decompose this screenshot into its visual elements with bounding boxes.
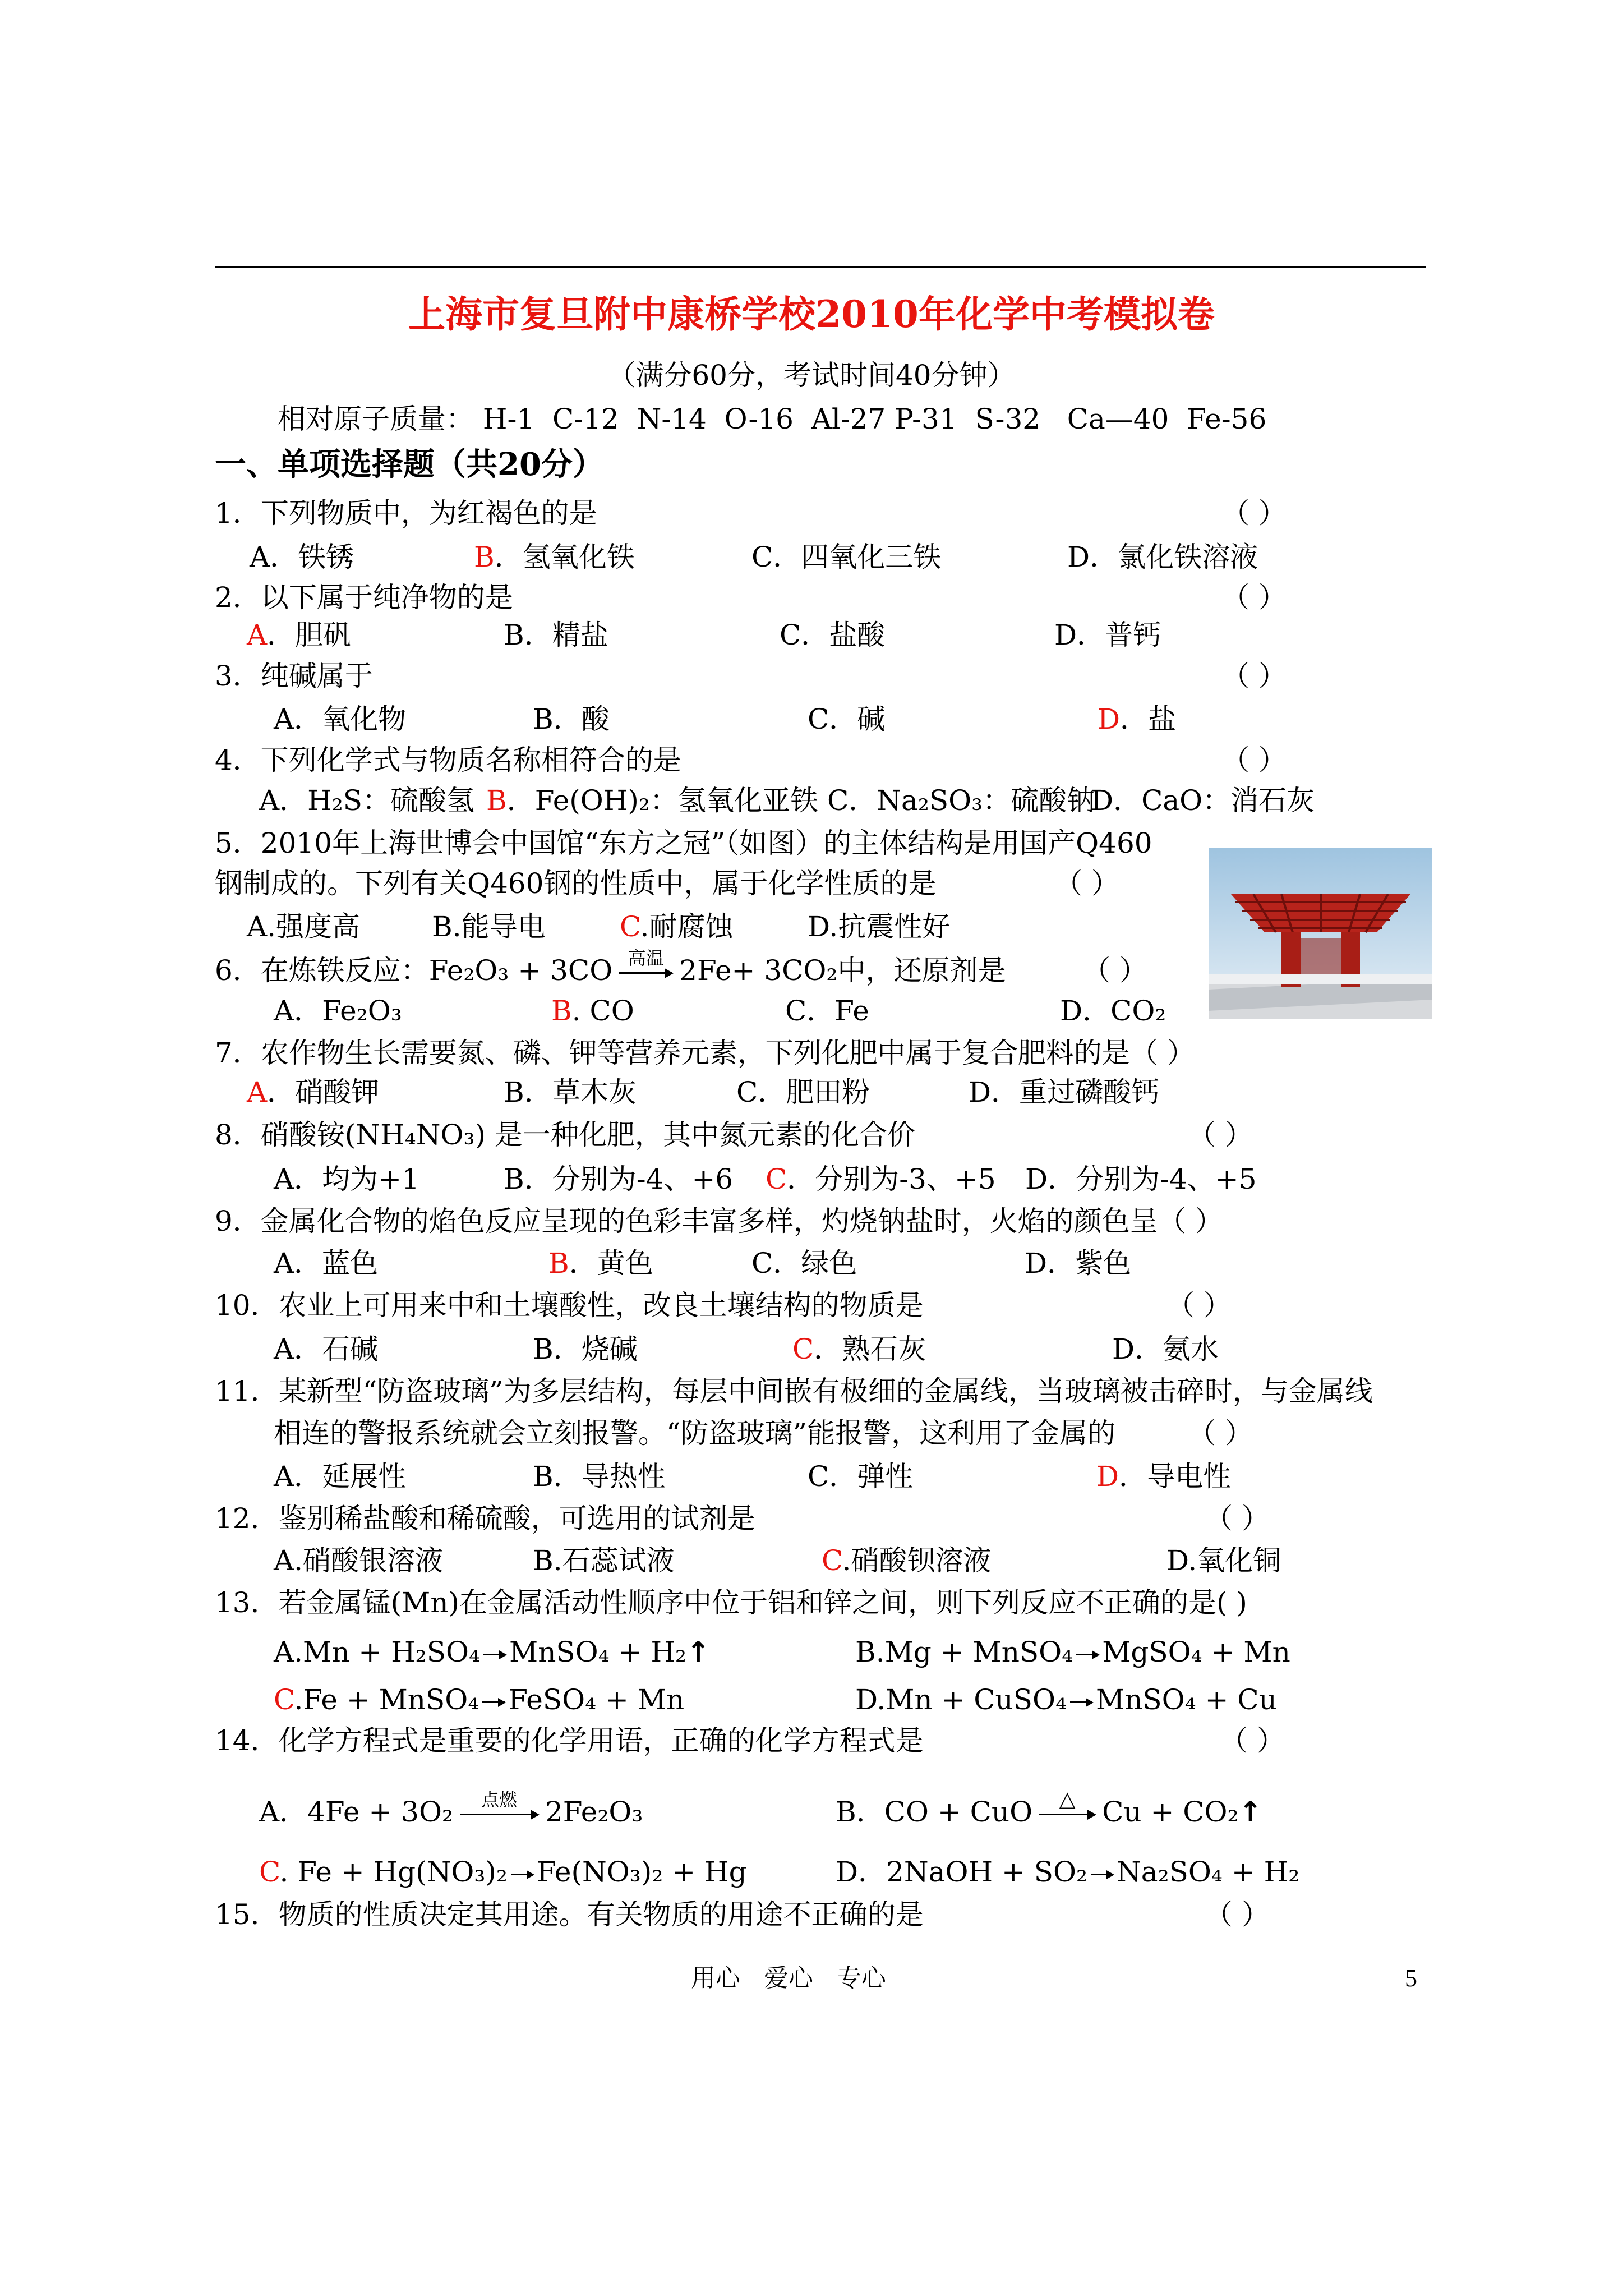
- q3-bracket: （ ）: [1221, 660, 1287, 692]
- q11-option-b: B．导热性: [533, 1460, 666, 1493]
- q14-option-b-condition: △: [1059, 1786, 1076, 1811]
- q10-option-a: A．石碱: [274, 1333, 379, 1365]
- q7-option-c: C．肥田粉: [736, 1076, 870, 1108]
- gas-up-arrow-icon: ↑: [1238, 1796, 1262, 1828]
- q12-option-c-text: .硝酸钡溶液: [842, 1544, 992, 1577]
- q14-option-d-products: Na₂SO₄ + H₂: [1117, 1856, 1300, 1888]
- q14-option-a: [259, 1788, 643, 1828]
- q1-option-b: [474, 543, 635, 571]
- q11-stem-line1: 11．某新型“防盗玻璃”为多层结构，每层中间嵌有极细的金属线，当玻璃被击碎时，与金属线: [215, 1375, 1373, 1407]
- q13-option-c-arrow: [482, 1701, 505, 1703]
- q14-option-c-products: Fe(NO₃)₂ + Hg: [536, 1856, 747, 1888]
- q12-answer-letter: C: [822, 1544, 842, 1577]
- footer-motto: 用心 爱心 专心: [691, 1964, 886, 1993]
- q1-bracket: （ ）: [1221, 497, 1287, 530]
- q11-option-c: C．弹性: [808, 1460, 914, 1493]
- q11-option-d-text: ．导电性: [1119, 1460, 1232, 1493]
- q1-answer-letter: B: [474, 541, 495, 573]
- q7-answer-letter: A: [247, 1076, 268, 1108]
- q14-option-d-arrow: [1091, 1874, 1113, 1875]
- q14-option-d: [836, 1858, 1299, 1886]
- q14-option-c-reactants: . Fe + Hg(NO₃)₂: [279, 1856, 508, 1888]
- q12-option-a: A.硝酸银溶液: [274, 1544, 444, 1577]
- q4-stem: 4．下列化学式与物质名称相符合的是: [215, 744, 681, 776]
- q15-bracket: （ ）: [1205, 1898, 1270, 1931]
- q13-option-c-products: FeSO₄ + Mn: [508, 1683, 685, 1716]
- q13-option-c: [274, 1683, 685, 1716]
- q6-option-b: [551, 997, 634, 1025]
- q1-option-a: A．铁锈: [250, 541, 354, 573]
- q9-answer-letter: B: [548, 1247, 569, 1280]
- q7-option-b: B．草木灰: [504, 1076, 637, 1108]
- q6-option-a: A．Fe₂O₃: [274, 995, 402, 1027]
- q7-option-a: [247, 1078, 379, 1106]
- q14-option-a-reactants: A．4Fe + 3O₂: [259, 1796, 453, 1828]
- q8-stem: 8．硝酸铵(NH₄NO₃) 是一种化肥，其中氮元素的化合价: [215, 1119, 915, 1151]
- q3-option-d: [1098, 705, 1176, 733]
- q11-option-d: [1096, 1460, 1232, 1493]
- q14-option-c: [259, 1858, 747, 1886]
- q8-option-b: B．分别为-4、+6: [504, 1163, 734, 1195]
- q4-option-c: C．Na₂SO₃：硫酸钠: [827, 784, 1095, 817]
- q4-option-b: [486, 786, 818, 815]
- q13-option-d-products: MnSO₄ + Cu: [1096, 1683, 1277, 1716]
- q10-option-c: [792, 1335, 926, 1363]
- q14-option-d-reactants: D．2NaOH + SO₂: [836, 1856, 1088, 1888]
- q13-option-c-reactants: .Fe + MnSO₄: [294, 1683, 479, 1716]
- q6-option-d: D．CO₂: [1060, 995, 1166, 1027]
- q13-answer-letter: C: [274, 1683, 294, 1716]
- atomic-mass-line: [278, 405, 1266, 433]
- q13-option-b-reactants: B.Mg + MnSO₄: [855, 1636, 1073, 1668]
- q14-option-a-arrow: [460, 1788, 538, 1815]
- q3-option-d-text: ．盐: [1120, 703, 1177, 735]
- page-title: 上海市复旦附中康桥学校2010年化学中考模拟卷: [408, 292, 1215, 336]
- q13-option-a-reactants: A.Mn + H₂SO₄: [274, 1636, 481, 1668]
- q4-option-d: D．CaO：消石灰: [1091, 784, 1315, 817]
- q13-option-b-arrow: [1076, 1654, 1099, 1655]
- q14-option-b: [836, 1786, 1262, 1828]
- q2-option-c: C．盐酸: [780, 619, 886, 651]
- q6-answer-letter: B: [551, 995, 572, 1027]
- q13-option-d: [855, 1683, 1277, 1716]
- q1-option-d: D．氯化铁溶液: [1067, 541, 1258, 573]
- q14-stem: 14．化学方程式是重要的化学用语，正确的化学方程式是: [215, 1724, 924, 1757]
- q14-option-b-arrow: [1039, 1786, 1095, 1815]
- q12-option-d: D.氧化铜: [1166, 1544, 1281, 1577]
- q12-bracket: （ ）: [1205, 1502, 1270, 1535]
- page-number: 5: [1405, 1964, 1417, 1992]
- q9-option-d: D．紫色: [1025, 1247, 1132, 1280]
- q7-stem: 7．农作物生长需要氮、磷、钾等营养元素，下列化肥中属于复合肥料的是（ ）: [215, 1037, 1195, 1069]
- q4-option-b-text: ．Fe(OH)₂：氢氧化亚铁: [506, 784, 818, 817]
- q7-option-d: D．重过磷酸钙: [969, 1076, 1160, 1108]
- q13-option-d-arrow: [1070, 1701, 1092, 1703]
- q6-option-b-text: . CO: [571, 995, 634, 1027]
- q12-option-b: B.石蕊试液: [533, 1544, 675, 1577]
- q14-option-c-arrow: [511, 1874, 533, 1875]
- q9-option-b: [548, 1247, 653, 1280]
- q9-option-a: A．蓝色: [274, 1247, 379, 1280]
- q4-bracket: （ ）: [1221, 744, 1287, 776]
- q5-stem-line2: 钢制成的。下列有关Q460钢的性质中，属于化学性质的是: [215, 867, 937, 900]
- q15-stem: 15．物质的性质决定其用途。有关物质的用途不正确的是: [215, 1898, 924, 1931]
- q2-option-a: [247, 621, 351, 649]
- q8-option-c: [766, 1165, 996, 1193]
- q1-stem: 1．下列物质中，为红褐色的是: [215, 497, 597, 530]
- q6-stem-part2: 2Fe+ 3CO₂中，还原剂是: [679, 954, 1006, 987]
- q8-option-a: A．均为+1: [274, 1163, 419, 1195]
- q13-option-b: [855, 1638, 1290, 1666]
- q4-answer-letter: B: [486, 784, 507, 817]
- q5-option-c-text: .耐腐蚀: [640, 910, 734, 943]
- q3-stem: 3．纯碱属于: [215, 660, 373, 692]
- q1-option-c: C．四氧化三铁: [751, 541, 942, 573]
- q10-option-b: B．烧碱: [533, 1333, 638, 1365]
- q5-option-c: [620, 910, 734, 943]
- china-pavilion-photo: [1209, 848, 1432, 1019]
- q2-option-b: B．精盐: [504, 619, 608, 651]
- q10-bracket: （ ）: [1166, 1289, 1232, 1322]
- q11-option-a: A．延展性: [274, 1460, 407, 1493]
- q13-option-a-products: MnSO₄ + H₂: [509, 1636, 687, 1668]
- q3-option-a: A．氧化物: [274, 703, 407, 735]
- section-heading: 一、单项选择题（共20分）: [215, 446, 604, 483]
- q5-option-d: D.抗震性好: [808, 910, 951, 943]
- q6-stem-part1: 6．在炼铁反应：Fe₂O₃ + 3CO: [215, 954, 613, 987]
- q11-bracket: （ ）: [1188, 1417, 1253, 1450]
- q10-answer-letter: C: [792, 1333, 814, 1365]
- q1-option-b-text: ．氢氧化铁: [494, 541, 635, 573]
- q14-option-b-products: Cu + CO₂: [1102, 1796, 1239, 1828]
- q13-option-d-reactants: D.Mn + CuSO₄: [855, 1683, 1067, 1716]
- q13-option-a: [274, 1638, 710, 1666]
- q2-stem: 2．以下属于纯净物的是: [215, 581, 513, 614]
- q10-option-d: D．氨水: [1112, 1333, 1219, 1365]
- q5-stem-line1: 5．2010年上海世博会中国馆“东方之冠”（如图）的主体结构是用国产Q460: [215, 827, 1152, 859]
- atomic-mass-label: 相对原子质量：: [278, 403, 474, 435]
- q4-option-a: A．H₂S：硫酸氢: [259, 784, 475, 817]
- q3-answer-letter: D: [1098, 703, 1121, 735]
- q5-option-a: A.强度高: [247, 910, 361, 943]
- q5-option-b: B.能导电: [432, 910, 546, 943]
- q5-bracket: （ ）: [1054, 867, 1119, 900]
- q13-option-b-products: MgSO₄ + Mn: [1102, 1636, 1290, 1668]
- q7-option-a-text: ．硝酸钾: [267, 1076, 380, 1108]
- q11-stem-line2: 相连的警报系统就会立刻报警。“防盗玻璃”能报警，这利用了金属的: [274, 1417, 1116, 1450]
- q13-option-a-arrow: [483, 1654, 506, 1655]
- q3-option-b: B．酸: [533, 703, 610, 735]
- q14-option-b-reactants: B．CO + CuO: [836, 1796, 1033, 1828]
- atomic-mass-values: H-1 C-12 N-14 O-16 Al-27 P-31 S-32 Ca—40 Fe-56: [482, 403, 1267, 435]
- q13-stem: 13．若金属锰(Mn)在金属活动性顺序中位于铝和锌之间，则下列反应不正确的是( ): [215, 1586, 1247, 1619]
- q6-condition: 高温: [628, 947, 664, 969]
- q8-option-c-text: ．分别为-3、+5: [787, 1163, 996, 1195]
- q3-option-c: C．碱: [808, 703, 886, 735]
- q2-option-d: D．普钙: [1054, 619, 1161, 651]
- subtitle: （满分60分，考试时间40分钟）: [607, 359, 1016, 392]
- q14-bracket: （ ）: [1220, 1724, 1285, 1757]
- q9-option-b-text: ．黄色: [569, 1247, 653, 1280]
- q12-option-c: [822, 1544, 992, 1577]
- q9-option-c: C．绿色: [751, 1247, 857, 1280]
- q2-answer-letter: A: [247, 619, 268, 651]
- q6-bracket: （ ）: [1082, 954, 1147, 987]
- q14-answer-letter: C: [259, 1856, 280, 1888]
- gas-up-arrow-icon: ↑: [686, 1636, 710, 1668]
- q14-option-a-condition: 点燃: [481, 1788, 517, 1810]
- q10-stem: 10．农业上可用来中和土壤酸性，改良土壤结构的物质是: [215, 1289, 924, 1322]
- q14-option-a-products: 2Fe₂O₃: [545, 1796, 643, 1828]
- header-rule: [215, 266, 1426, 268]
- q11-answer-letter: D: [1096, 1460, 1119, 1493]
- q6-equation-line: [215, 947, 1006, 987]
- q8-answer-letter: C: [766, 1163, 787, 1195]
- q6-option-c: C．Fe: [785, 995, 869, 1027]
- q5-answer-letter: C: [620, 910, 640, 943]
- q9-stem: 9．金属化合物的焰色反应呈现的色彩丰富多样，灼烧钠盐时，火焰的颜色呈（ ）: [215, 1205, 1223, 1237]
- q2-option-a-text: ．胆矾: [267, 619, 352, 651]
- q2-bracket: （ ）: [1221, 581, 1287, 614]
- q12-stem: 12．鉴别稀盐酸和稀硫酸，可选用的试剂是: [215, 1502, 755, 1535]
- q6-reaction-arrow: [619, 947, 672, 974]
- q8-option-d: D．分别为-4、+5: [1025, 1163, 1257, 1195]
- q8-bracket: （ ）: [1188, 1119, 1253, 1151]
- q10-option-c-text: ．熟石灰: [814, 1333, 926, 1365]
